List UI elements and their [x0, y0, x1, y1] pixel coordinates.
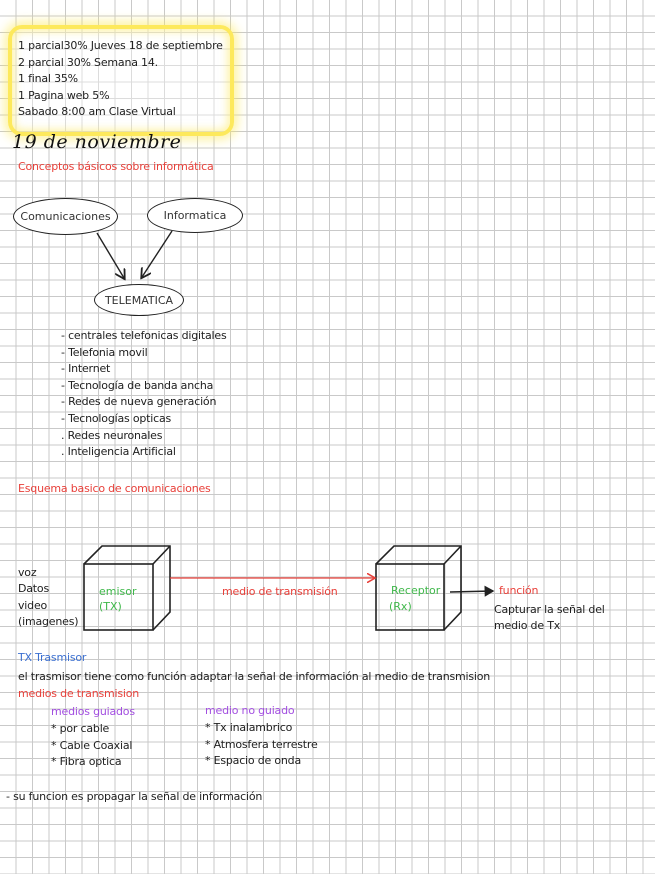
date-heading: 19 de noviembre [12, 131, 182, 153]
unguided-title: medio no guiado [205, 704, 295, 717]
list-item: - Redes de nueva generación [61, 395, 217, 408]
emitter-label: emisor [99, 585, 137, 598]
receiver-label: Receptor [391, 584, 441, 597]
note-line: 1 parcial30% Jueves 18 de septiembre [18, 39, 223, 52]
input-label: video [18, 599, 48, 612]
function-desc: Capturar la señal del [494, 603, 605, 616]
tx-desc: el trasmisor tiene como función adaptar la señal de información al medio de transmision [18, 670, 491, 683]
guided-item: * Fibra optica [51, 755, 122, 768]
footer-note: - su funcion es propagar la señal de información [6, 790, 263, 803]
arrow-left [97, 233, 124, 278]
function-label: función [499, 584, 539, 597]
list-item: - Telefonia movil [61, 346, 148, 359]
list-item: - Tecnología de banda ancha [61, 379, 214, 392]
unguided-item: * Espacio de onda [205, 754, 302, 767]
input-label: (imagenes) [18, 615, 79, 628]
telematica-node [94, 284, 184, 316]
note-line: 2 parcial 30% Semana 14. [18, 56, 158, 69]
comunicaciones-label: Comunicaciones [20, 210, 111, 223]
topic-title: Conceptos básicos sobre informática [18, 160, 214, 173]
guided-item: * por cable [51, 722, 110, 735]
emitter-code: (TX) [99, 600, 122, 613]
scheme-title: Esquema basico de comunicaciones [18, 482, 211, 495]
function-arrow [450, 591, 493, 592]
list-item: . Inteligencia Artificial [61, 445, 176, 458]
note-line: 1 Pagina web 5% [18, 89, 110, 102]
receiver-code: (Rx) [389, 600, 412, 613]
input-label: Datos [18, 582, 49, 595]
telematica-label: TELEMATICA [104, 293, 174, 307]
guided-title: medios guiados [51, 705, 135, 718]
input-label: voz [18, 566, 37, 579]
unguided-item: * Atmosfera terrestre [205, 738, 318, 751]
list-item: . Redes neuronales [61, 429, 163, 442]
informatica-label: Informatica [163, 209, 227, 222]
medium-label: medio de transmisión [222, 585, 338, 598]
guided-item: * Cable Coaxial [51, 739, 133, 752]
unguided-item: * Tx inalambrico [205, 721, 293, 734]
arrow-right [142, 231, 172, 277]
informatica-node [147, 198, 243, 233]
comunicaciones-node [13, 198, 118, 235]
function-desc: medio de Tx [494, 619, 561, 632]
list-item: - Internet [61, 362, 111, 375]
list-item: - centrales telefonicas digitales [61, 329, 227, 342]
tx-title: TX Trasmisor [18, 651, 87, 664]
note-line: 1 final 35% [18, 72, 78, 85]
note-line: Sabado 8:00 am Clase Virtual [18, 105, 176, 118]
media-title: medios de transmision [18, 687, 140, 700]
list-item: - Tecnologías opticas [61, 412, 172, 425]
